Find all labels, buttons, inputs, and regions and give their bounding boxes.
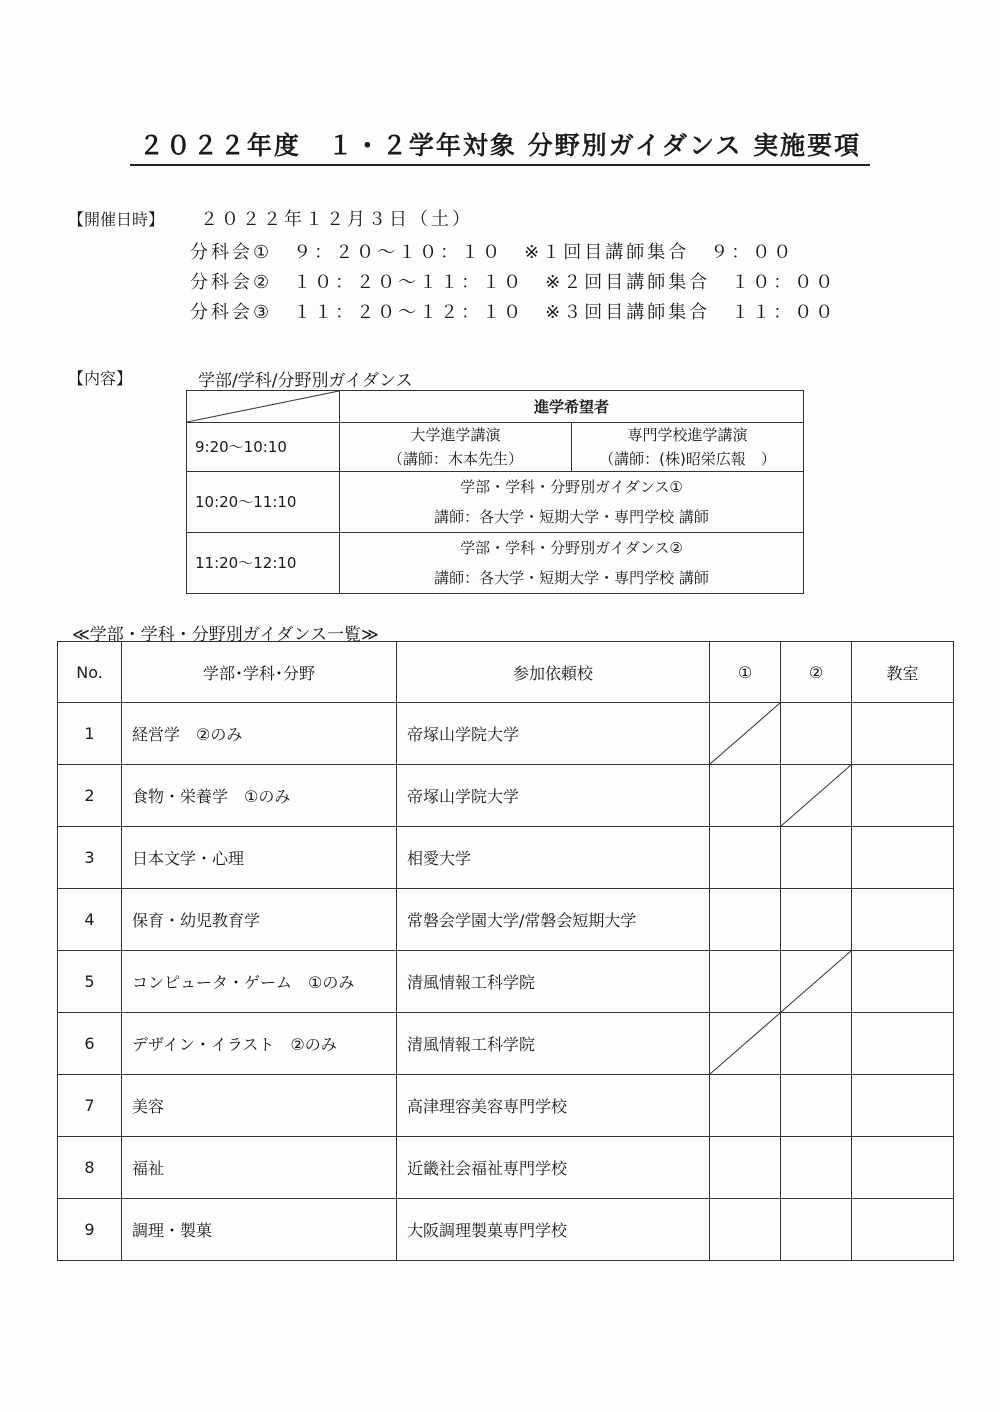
row-session-2-cell [781,1013,852,1075]
row-room-cell [852,1075,954,1137]
row-school: 常磐会学園大学/常磐会短期大学 [397,889,710,951]
guidance-list-table [57,641,954,1261]
row-session-1-cell [710,827,781,889]
page-title: ２０２２年度 １・２学年対象 分野別ガイダンス 実施要項 [130,126,870,166]
row-room-cell [852,1199,954,1261]
schedule-time: 11:20～12:10 [187,533,340,594]
cell-line: 学部・学科・分野別ガイダンス② [460,539,683,557]
row-room-cell [852,703,954,765]
cell-line: 講師：各大学・短期大学・専門学校 講師 [434,508,709,526]
table-row [58,765,954,827]
university-lecture-cell [340,423,572,472]
cell-line: 専門学校進学講演 [627,426,748,444]
row-session-2-cell [781,889,852,951]
row-session-2-cell [781,1075,852,1137]
row-session-2-cell [781,703,852,765]
row-no: 9 [58,1199,122,1261]
table-row [58,1199,954,1261]
diagonal-corner-cell [187,391,340,423]
list-title: ≪学部・学科・分野別ガイダンス一覧≫ [72,625,379,645]
table-header-row [58,642,954,703]
row-no: 3 [58,827,122,889]
schedule-table [186,390,804,594]
row-session-1-cell [710,1013,781,1075]
row-session-1-cell [710,1137,781,1199]
table-row [58,827,954,889]
schedule-label: 【開催日時】 [68,210,165,229]
row-session-2-cell [781,1199,852,1261]
row-room-cell [852,1013,954,1075]
row-field: 保育・幼児教育学 [122,889,397,951]
row-field: 経営学 ②のみ [122,703,397,765]
session-1: 分科会① ９：２０～１０：１０ ※１回目講師集合 ９：００ [190,242,795,263]
session-2: 分科会② １０：２０～１１：１０ ※２回目講師集合 １０：００ [190,272,837,293]
session-3: 分科会③ １１：２０～１２：１０ ※３回目講師集合 １１：００ [190,302,837,323]
schedule-time: 9:20～10:10 [187,423,340,472]
content-label: 【内容】 [68,369,133,388]
row-session-2-cell [781,1137,852,1199]
row-school: 大阪調理製菓専門学校 [397,1199,710,1261]
row-session-2-cell [781,765,852,827]
row-no: 2 [58,765,122,827]
row-session-1-cell [710,889,781,951]
header-school: 参加依頼校 [397,642,710,703]
row-no: 4 [58,889,122,951]
schedule-time: 10:20～11:10 [187,472,340,533]
event-date: ２０２２年１２月３日（土） [200,209,473,230]
row-school: 帝塚山学院大学 [397,765,710,827]
row-no: 7 [58,1075,122,1137]
row-field: デザイン・イラスト ②のみ [122,1013,397,1075]
cell-line: （講師：(株)昭栄広報 ） [599,450,776,468]
row-no: 1 [58,703,122,765]
cell-line: 大学進学講演 [410,426,501,444]
row-room-cell [852,1137,954,1199]
vocational-lecture-cell [572,423,804,472]
row-room-cell [852,765,954,827]
header-room: 教室 [852,642,954,703]
row-school: 帝塚山学院大学 [397,703,710,765]
row-session-1-cell [710,1075,781,1137]
row-field: 日本文学・心理 [122,827,397,889]
table-row [58,1137,954,1199]
row-session-2-cell [781,951,852,1013]
content-subtitle: 学部/学科/分野別ガイダンス [198,371,413,391]
cell-line: （講師：木本先生） [387,450,523,468]
row-no: 5 [58,951,122,1013]
schedule-header: 進学希望者 [340,391,804,423]
row-no: 8 [58,1137,122,1199]
row-room-cell [852,827,954,889]
row-field: 調理・製菓 [122,1199,397,1261]
row-school: 高津理容美容専門学校 [397,1075,710,1137]
row-room-cell [852,889,954,951]
row-field: 食物・栄養学 ①のみ [122,765,397,827]
row-school: 清風情報工科学院 [397,951,710,1013]
row-session-1-cell [710,951,781,1013]
guidance-cell [340,533,804,594]
header-session-1: ① [710,642,781,703]
row-session-1-cell [710,1199,781,1261]
table-row [58,703,954,765]
table-row [58,889,954,951]
header-field: 学部･学科･分野 [122,642,397,703]
row-session-2-cell [781,827,852,889]
row-session-1-cell [710,765,781,827]
row-room-cell [852,951,954,1013]
row-field: コンピュータ・ゲーム ①のみ [122,951,397,1013]
table-row [58,1013,954,1075]
row-no: 6 [58,1013,122,1075]
row-school: 清風情報工科学院 [397,1013,710,1075]
row-school: 近畿社会福祉専門学校 [397,1137,710,1199]
table-row [58,951,954,1013]
cell-line: 学部・学科・分野別ガイダンス① [460,478,683,496]
guidance-cell [340,472,804,533]
row-school: 相愛大学 [397,827,710,889]
row-field: 福祉 [122,1137,397,1199]
header-session-2: ② [781,642,852,703]
row-field: 美容 [122,1075,397,1137]
cell-line: 講師：各大学・短期大学・専門学校 講師 [434,569,709,587]
header-no: No. [58,642,122,703]
row-session-1-cell [710,703,781,765]
table-row [58,1075,954,1137]
